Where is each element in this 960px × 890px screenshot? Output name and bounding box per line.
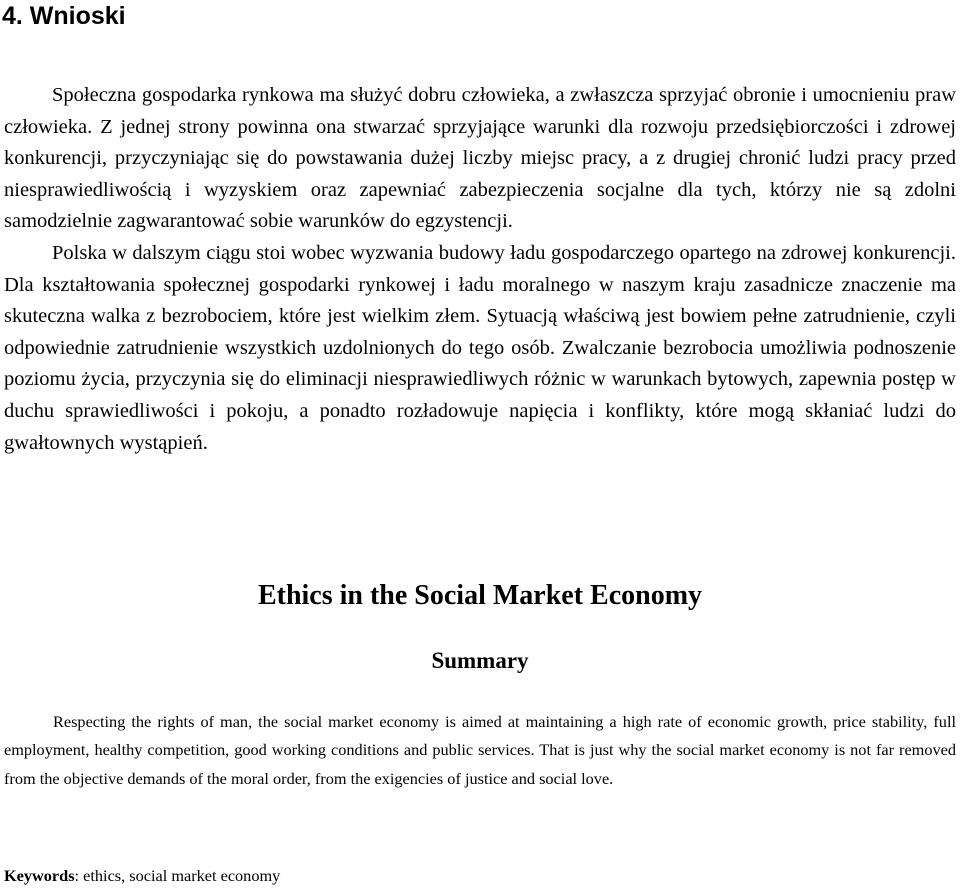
summary-paragraph: Respecting the rights of man, the social market economy is aimed at maintaining a high rate of economic growth, price stability, full employment, healthy competition, good working conditions and public services. That is just why the social market economy is not far removed from the objective demands of the moral order, from the exigencies of justice and social love.	[4, 712, 956, 788]
keywords-separator: :	[74, 866, 84, 885]
summary-heading: Summary	[431, 648, 529, 673]
english-title: Ethics in the Social Market Economy	[257, 580, 703, 611]
body-paragraph-1: Społeczna gospodarka rynkowa ma służyć dobru człowieka, a zwłaszcza sprzyjać obronie i umocnieniu praw człowieka. Z jednej strony powinna ona stwarzać sprzyjające warunki dla rozwoju przedsiębiorczości i zdrowej konkurencji, przyczyniając się do powstawania dużej liczby miejsc pracy, a z drugiej chronić ludzi pracy przed niesprawiedliwością i wyzyskiem oraz zapewniać zabezpieczenia socjalne dla tych, którzy nie są zdolni samodzielnie zagwarantować sobie warunków do egzystencji.	[4, 84, 956, 233]
keywords-line	[4, 862, 280, 890]
keywords-label: Keywords	[4, 866, 75, 885]
section-heading: 4. Wnioski	[2, 2, 126, 30]
polish-conclusions-body	[4, 80, 956, 459]
body-paragraph-2: Polska w dalszym ciągu stoi wobec wyzwania budowy ładu gospodarczego opartego na zdrowej konkurencji. Dla kształtowania społecznej gospodarki rynkowej i ładu moralnego w naszym kraju zasadnicze znaczenie ma skuteczna walka z bezrobociem, które jest wielkim złem. Sytuacją właściwą jest bowiem pełne zatrudnienie, czyli odpowiednie zatrudnienie wszystkich uzdolnionych do tego osób. Zwalczanie bezrobocia umożliwia podnoszenie poziomu życia, przyczynia się do eliminacji niesprawiedliwych różnic w warunkach bytowych, zapewnia postęp w duchu sprawiedliwości i pokoju, a ponadto rozładowuje napięcia i konflikty, które mogą skłaniać ludzi do gwałtownych wystąpień.	[4, 241, 956, 454]
keywords-value: ethics, social market economy	[83, 866, 281, 885]
